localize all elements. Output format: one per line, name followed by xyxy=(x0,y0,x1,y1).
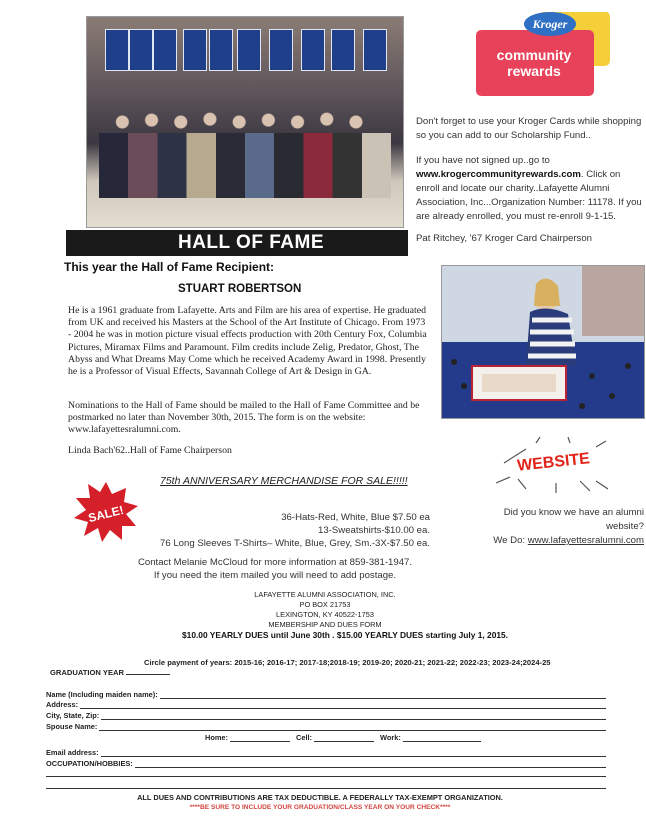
website-promo xyxy=(466,506,644,548)
sale-badge-text: SALE! xyxy=(86,502,126,526)
sale-burst-icon xyxy=(74,482,138,542)
work-label: Work: xyxy=(380,733,401,742)
name-label: Name (Including maiden name): xyxy=(46,690,158,699)
home-label: Home: xyxy=(205,733,228,742)
website-we-do: We Do: xyxy=(493,535,528,546)
work-phone-field[interactable] xyxy=(403,733,481,742)
circle-payment-years: Circle payment of years: 2015-16; 2016-17; 2017-18;2018-19; 2019-20; 2020-21; 2021-22; 2022-23; 2023-24;2024-25 xyxy=(144,658,551,667)
spouse-label: Spouse Name: xyxy=(46,722,98,731)
recipient-name: STUART ROBERTSON xyxy=(178,283,302,295)
cake-photo xyxy=(441,265,645,419)
website-graphic xyxy=(496,437,608,493)
kroger-logo-text: Kroger xyxy=(532,17,568,31)
group-photo xyxy=(86,16,404,228)
org-name: LAFAYETTE ALUMNI ASSOCIATION, INC. xyxy=(254,590,396,599)
kroger-chair: Pat Ritchey, '67 Kroger Card Chairperson xyxy=(416,233,593,244)
class-year-reminder: ****BE SURE TO INCLUDE YOUR GRADUATION/CLASS YEAR ON YOUR CHECK**** xyxy=(189,804,451,811)
website-graphic-text: WEBSITE xyxy=(516,450,591,475)
phone-fields xyxy=(205,731,495,742)
nominations-note: Nominations to the Hall of Fame should be mailed to the Hall of Fame Committee and be postmarked no later than November 30th, 2015. The form is on the website: www.lafayettesralumni.com. xyxy=(68,400,420,436)
graduation-year-label: GRADUATION YEAR xyxy=(50,668,124,677)
website-link[interactable]: www.lafayettesralumni.com xyxy=(527,535,644,546)
hall-of-fame-banner xyxy=(66,230,408,256)
org-po-box: PO BOX 21753 xyxy=(299,600,351,609)
kroger-signup-prefix: If you have not signed up..go to xyxy=(416,155,550,166)
dues-info: $10.00 YEARLY DUES until June 30th . $15.00 YEARLY DUES starting July 1, 2015. xyxy=(182,630,508,640)
blank-line[interactable] xyxy=(46,788,606,789)
hall-of-fame-title: HALL OF FAME xyxy=(177,232,325,253)
occupation-label: OCCUPATION/HOBBIES: xyxy=(46,759,133,768)
cell-label: Cell: xyxy=(296,733,313,742)
merchandise-heading: 75th ANNIVERSARY MERCHANDISE FOR SALE!!!!! xyxy=(160,475,408,487)
merch-item-hats: 36-Hats-Red, White, Blue $7.50 ea xyxy=(281,512,430,523)
org-city: LEXINGTON, KY 40522-1753 xyxy=(276,610,374,619)
blank-line[interactable] xyxy=(46,776,606,777)
merch-item-sweatshirts: 13-Sweatshirts-$10.00 ea. xyxy=(318,525,430,536)
occupation-field[interactable] xyxy=(46,757,606,768)
crowd xyxy=(99,103,391,198)
home-phone-field[interactable] xyxy=(230,733,290,742)
merch-contact: Contact Melanie McCloud for more information at 859-381-1947. xyxy=(137,557,413,568)
graduation-year-field[interactable] xyxy=(50,668,170,677)
recipient-bio: He is a 1961 graduate from Lafayette. Arts and Film are his area of expertise. He graduated from UK and received his Masters at the School of the Art Institute of Chicago. From 1973 - 2004 he was in motion picture visual effects production with 20th Century Fox, Columbia Pictures, Miramax Films and Paramount. Film credits include Zelig, Predator, Ghost, The Abyss and What Dreams May Come which he received Academy Award in 1998. Presently he is a Professor of Visual Effects, Savannah College of Art & Design in GA. xyxy=(68,305,427,378)
merch-item-tshirts: 76 Long Sleeves T-Shirts– White, Blue, Grey, Sm.-3X-$7.50 ea. xyxy=(159,538,430,549)
website-question-text: Did you know we have an alumni website? xyxy=(503,507,644,532)
badge-line-1: community xyxy=(496,47,572,63)
kroger-signup-suffix: . Click on enroll and locate our charity..Lafayette Alumni Association, Inc...Organization Number: 11178. If you are already enrolled, you must re-enroll 9-1-15. xyxy=(416,169,642,222)
hall-of-fame-chair: Linda Bach'62..Hall of Fame Chairperson xyxy=(68,445,232,456)
tax-deductible-note: ALL DUES AND CONTRIBUTIONS ARE TAX DEDUCTIBLE. A FEDERALLY TAX-EXEMPT ORGANIZATION. xyxy=(137,793,503,802)
address-field[interactable] xyxy=(46,698,606,709)
merch-postage: If you need the item mailed you will need to add postage. xyxy=(153,570,397,581)
kroger-community-rewards-logo xyxy=(470,8,612,104)
email-label: Email address: xyxy=(46,748,99,757)
city-state-zip-field[interactable] xyxy=(46,709,606,720)
recipient-heading: This year the Hall of Fame Recipient: xyxy=(64,260,275,274)
address-label: Address: xyxy=(46,700,79,709)
kroger-reminder: Don't forget to use your Kroger Cards while shopping so you can add to our Scholarship Fund.. xyxy=(416,116,642,141)
spouse-field[interactable] xyxy=(46,720,606,731)
city-label: City, State, Zip: xyxy=(46,711,100,720)
kroger-signup xyxy=(416,154,644,224)
form-title: MEMBERSHIP AND DUES FORM xyxy=(268,620,382,629)
badge-line-2: rewards xyxy=(507,63,561,79)
cell-phone-field[interactable] xyxy=(314,733,374,742)
email-field[interactable] xyxy=(46,746,606,757)
kroger-link[interactable]: www.krogercommunityrewards.com xyxy=(416,169,581,180)
